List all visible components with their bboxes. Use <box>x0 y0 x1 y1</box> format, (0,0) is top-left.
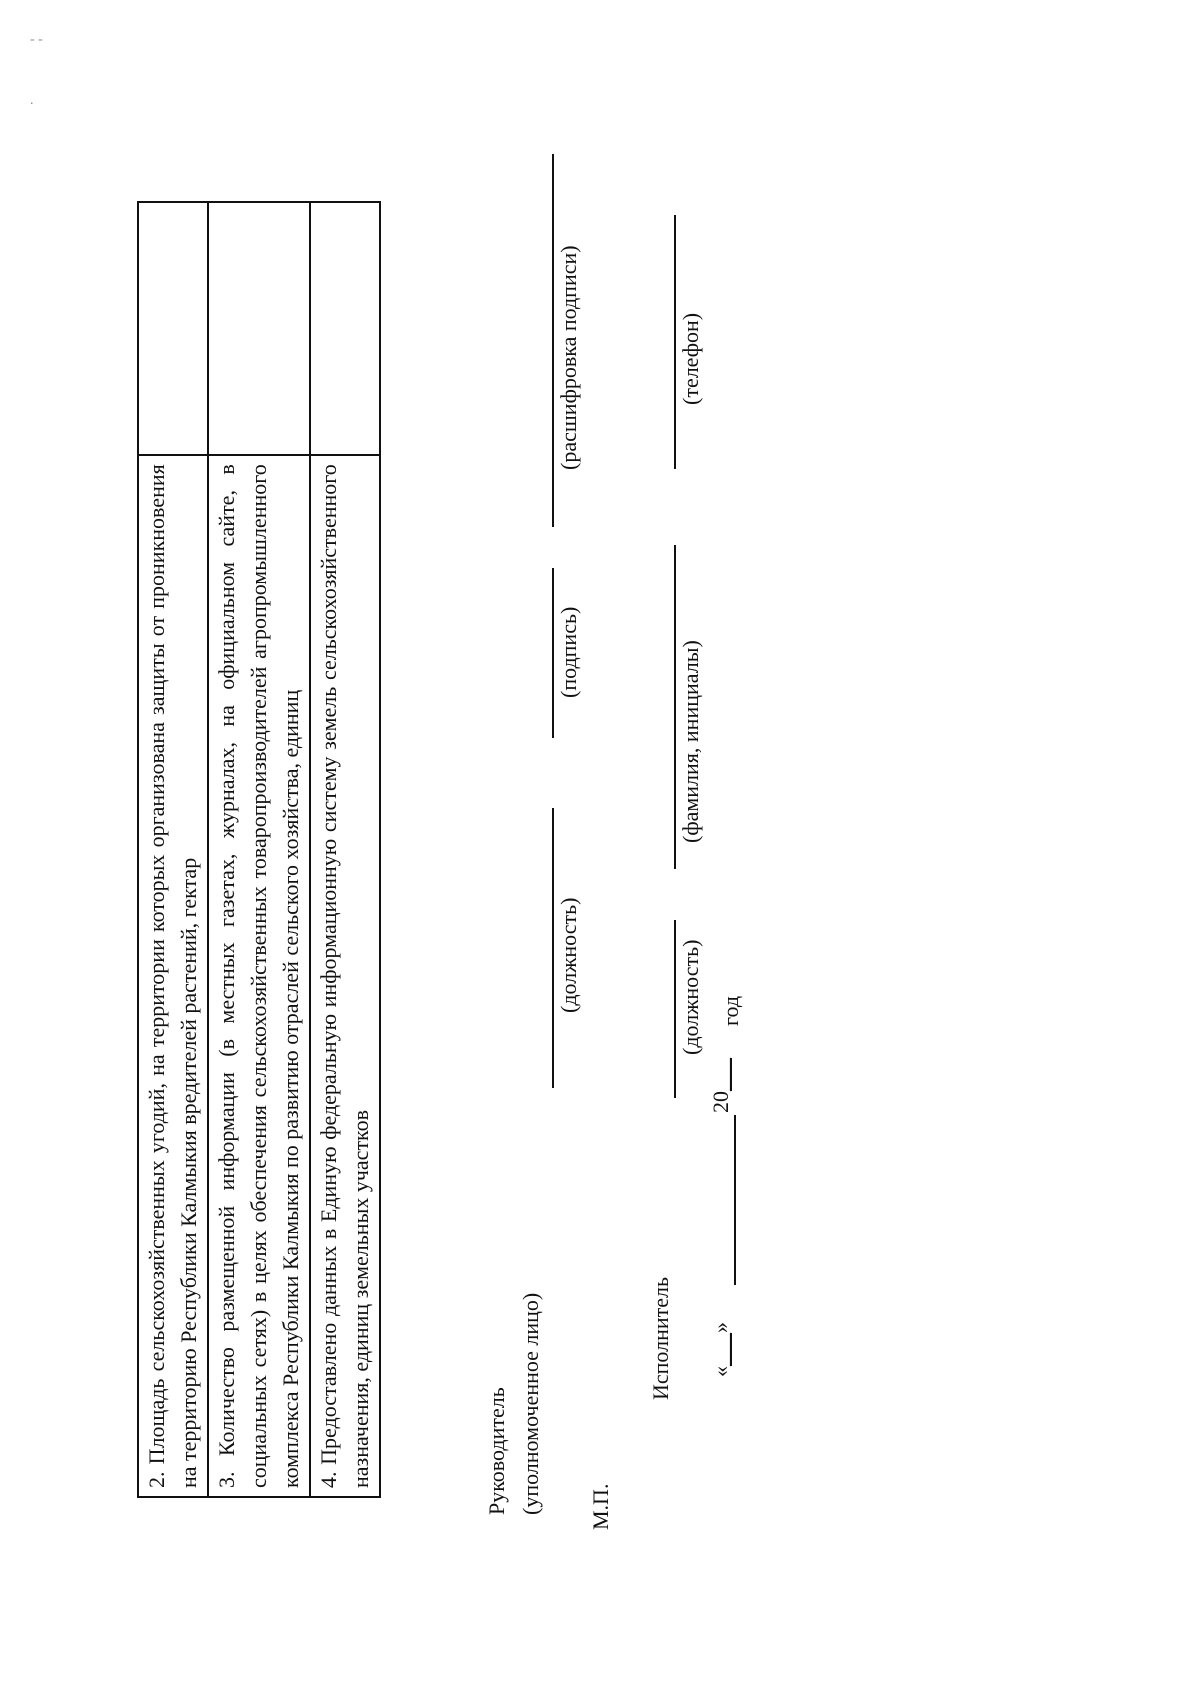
indicator-text: 2. Площадь сельскохозяйственных угодий, на территории которых организована защиты от проникновения на территорию Республики Калмыкия вредителей растений, гектар <box>138 455 208 1497</box>
exec-phone-line <box>674 215 676 469</box>
indicator-value-cell <box>138 202 208 455</box>
date-open-quote: « <box>708 1366 733 1377</box>
exec-position-caption: (должность) <box>678 939 703 1055</box>
year-block <box>708 1058 734 1113</box>
indicator-value-cell <box>208 202 310 455</box>
decode-caption: (расшифровка подписи) <box>556 245 581 470</box>
date-day-blank: ___ <box>708 1333 733 1366</box>
head-label-sub: (уполномоченное лицо) <box>518 1292 543 1515</box>
indicator-table <box>137 201 381 1498</box>
scan-speck: - - <box>30 32 43 47</box>
exec-name-line <box>674 545 676 869</box>
year-suffix: год <box>718 995 743 1026</box>
scan-speck: . <box>30 93 34 108</box>
signature-line <box>552 568 554 738</box>
indicator-text: 3. Количество размещенной информации (в местных газетах, журналах, на официальном сайте, в социальных сетях) в целях обеспечения сельскохозяйственных товаропроизводителей агропромышленного комплекса Республики Калмыкия по развитию отраслей сельского хозяйства, единиц <box>208 455 310 1497</box>
table-row <box>310 202 380 1497</box>
indicator-value-cell <box>310 202 380 455</box>
year-blank: ___ <box>708 1058 733 1091</box>
position-line <box>552 808 554 1088</box>
exec-phone-caption: (телефон) <box>678 312 703 405</box>
exec-position-line <box>674 920 676 1098</box>
signature-caption: (подпись) <box>556 606 581 698</box>
date-close-quote: » <box>708 1322 733 1333</box>
table-row <box>138 202 208 1497</box>
year-prefix: 20 <box>708 1091 733 1113</box>
date-line <box>708 1322 734 1377</box>
exec-name-caption: (фамилия, инициалы) <box>678 640 703 843</box>
head-label: Руководитель <box>484 1387 509 1515</box>
stamp-mark: М.П. <box>588 1483 613 1530</box>
position-caption: (должность) <box>556 897 581 1013</box>
executor-label: Исполнитель <box>648 1276 673 1400</box>
indicator-text: 4. Предоставлено данных в Единую федеральную информационную систему земель сельскохозяйственного назначения, единиц земельных участков <box>310 455 380 1497</box>
date-month-line <box>734 1115 736 1285</box>
decode-line <box>552 154 554 527</box>
table-row <box>208 202 310 1497</box>
